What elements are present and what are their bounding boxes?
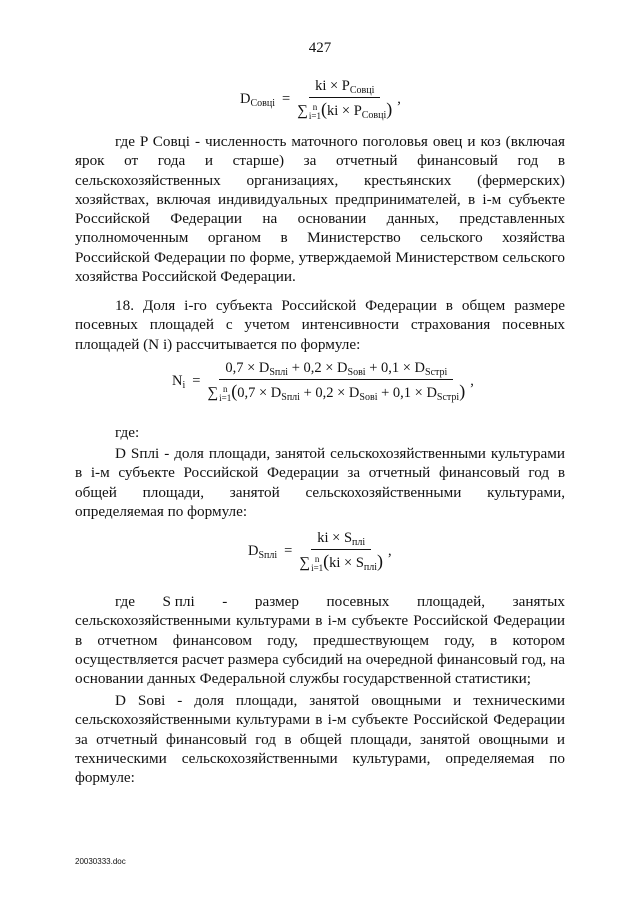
formula-denominator: ∑ n i=1 $(ki \times P_{Совці})$ <box>297 99 393 121</box>
formula-lhs: $D_{Совці}$ <box>240 90 276 109</box>
formula-denominator: ∑ n i=1 $(0,7 \times D_{Sплі} + 0,2 \times D_{Sові} + 0,1 \times D_{Sстрі})$ <box>207 381 466 403</box>
paragraph-splі-definition: D Sплі - доля площади, занятой сельскохозяйственными культурами в i-м субъекте Российской Федерации за отчетный финансовый год в общей площади, занятой сельскохозяйственными культурами, определяемая по формуле: <box>75 445 565 520</box>
paragraph-where: где: <box>115 424 140 441</box>
formula-denominator: ∑ n i=1 $(ki \times S_{плі})$ <box>299 551 384 573</box>
paragraph-sovi-definition: D Sові - доля площади, занятой овощными и техническими сельскохозяйственными культурами в i-м субъекте Российской Федерации за отчетный финансовый год в общей площади, занятой овощными и техническими сельскохозяйственными культурами, определяемая по формуле: <box>75 692 565 787</box>
formula-numerator: ki × $S_{плі}$ <box>311 530 371 550</box>
paragraph-item-18: 18. Доля i-го субъекта Российской Федерации в общем размере посевных площадей с учетом интенсивности страхования посевных площадей (N i) рассчитывается по формуле: <box>75 297 565 353</box>
paragraph-spli-terms: где S плі - размер посевных площадей, занятых сельскохозяйственными культурами в i-м субъекте Российской Федерации в отчетном финансовом году, предшествующем году, в котором осуществляется расчет размера субсидий на очередной финансовый год, на основании данных Федеральной службы государственной статистики; <box>75 593 565 688</box>
spread-first-line: где S плі - размер посевных площадей, занятых <box>115 593 565 610</box>
formula-lhs: $N_i$ <box>172 372 186 391</box>
page-number: 427 <box>308 40 332 56</box>
formula-lhs: $D_{Sплі}$ <box>248 542 278 561</box>
formula-n-share: $N_i$ = $0,7 \times D_{Sплі} + 0,2 \times D_{Sові} + 0,1 \times D_{Sстрі}$ ∑ n i=1 $(0,7 \times D_{Sплі} + 0,2 \times D_{Sові} + 0,1 \times D_{Sстрі})$ , <box>172 360 474 403</box>
footer-filename: 20030333.doc <box>75 857 126 866</box>
formula-numerator: ki × $P_{Совці}$ <box>309 78 380 98</box>
formula-sheep-share: $D_{Совці}$ = ki × $P_{Совці}$ ∑ n i=1 $(ki \times P_{Совці})$ , <box>240 78 401 121</box>
formula-s-share: $D_{Sплі}$ = ki × $S_{плі}$ ∑ n i=1 $(ki \times S_{плі})$ , <box>248 530 392 573</box>
formula-numerator: $0,7 \times D_{Sплі} + 0,2 \times D_{Sові} + 0,1 \times D_{Sстрі}$ <box>219 360 453 380</box>
paragraph-sheep-definition: где P Совці - численность маточного поголовья овец и коз (включая ярок от года и старше) за отчетный финансовый год в сельскохозяйственных организациях, крестьянских (фермерских) хозяйствах, включая индивидуальных предпринимателей, в i-м субъекте Российской Федерации на основании данных, представленных уполномоченным органом в Министерство сельского хозяйства Российской Федерации по форме, утверждаемой Министерством сельского хозяйства Российской Федерации. <box>75 133 565 286</box>
